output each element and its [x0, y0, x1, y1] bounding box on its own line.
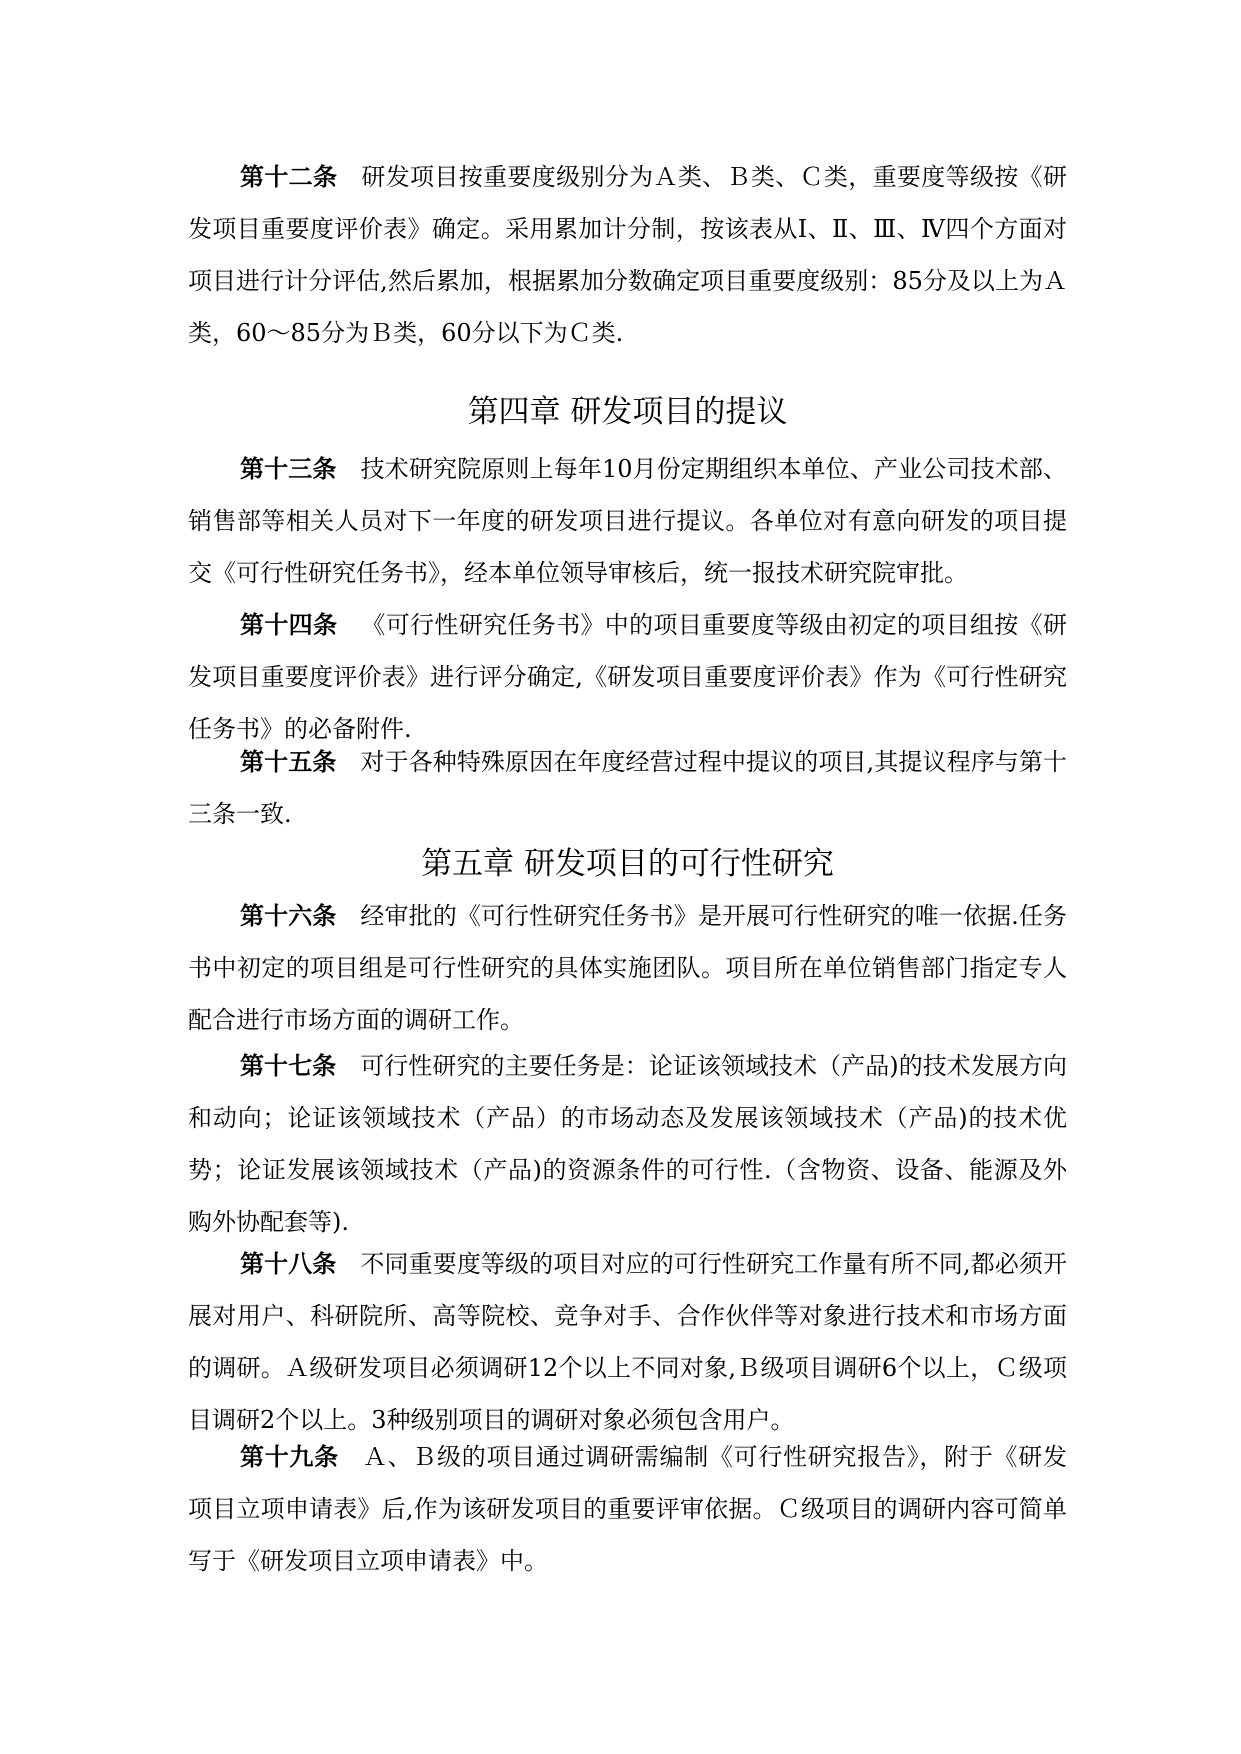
article-16: [188, 890, 1067, 1046]
article-15: [188, 736, 1067, 840]
article-13-text: 技术研究院原则上每年10月份定期组织本单位、产业公司技术部、销售部等相关人员对下一年度的研发项目进行提议。各单位对有意向研发的项目提交《可行性研究任务书》，经本单位领导审核后，统一报技术研究院审批。: [188, 455, 1067, 587]
article-14-text: 《可行性研究任务书》中的项目重要度等级由初定的项目组按《研发项目重要度评价表》进行评分确定,《研发项目重要度评价表》作为《可行性研究任务书》的必备附件.: [188, 611, 1067, 743]
article-15-label: 第十五条: [240, 747, 337, 776]
article-12: [188, 151, 1067, 359]
chapter-4-heading: 第四章 研发项目的提议: [467, 394, 788, 430]
article-15-text: 对于各种特殊原因在年度经营过程中提议的项目,其提议程序与第十三条一致.: [188, 748, 1068, 828]
article-19-label: 第十九条: [240, 1442, 339, 1471]
article-13-label: 第十三条: [240, 454, 337, 483]
article-17-text: 可行性研究的主要任务是：论证该领域技术（产品)的技术发展方向和动向；论证该领域技术（产品）的市场动态及发展该领域技术（产品)的技术优势；论证发展该领域技术（产品)的资源条件的可行性.（含物资、设备、能源及外购外协配套等).: [188, 1052, 1067, 1236]
article-18-text: 不同重要度等级的项目对应的可行性研究工作量有所不同,都必须开展对用户、科研院所、高等院校、竞争对手、合作伙伴等对象进行技术和市场方面的调研。Ａ级研发项目必须调研12个以上不同对象,Ｂ级项目调研6个以上，Ｃ级项目调研2个以上。3种级别项目的调研对象必须包含用户。: [188, 1250, 1068, 1434]
article-16-label: 第十六条: [240, 901, 337, 930]
article-17: [188, 1040, 1067, 1248]
article-14: [188, 599, 1067, 755]
article-19-text: Ａ、Ｂ级的项目通过调研需编制《可行性研究报告》，附于《研发项目立项申请表》后,作为该研发项目的重要评审依据。Ｃ级项目的调研内容可简单写于《研发项目立项申请表》中。: [188, 1443, 1067, 1575]
article-13: [188, 443, 1067, 599]
article-18: [188, 1238, 1067, 1446]
article-12-label: 第十二条: [240, 162, 338, 191]
article-17-label: 第十七条: [240, 1051, 337, 1080]
article-18-label: 第十八条: [240, 1249, 337, 1278]
article-19: [188, 1431, 1067, 1587]
article-16-text: 经审批的《可行性研究任务书》是开展可行性研究的唯一依据.任务书中初定的项目组是可行性研究的具体实施团队。项目所在单位销售部门指定专人配合进行市场方面的调研工作。: [188, 902, 1068, 1034]
article-12-text: 研发项目按重要度级别分为Ａ类、Ｂ类、Ｃ类，重要度等级按《研发项目重要度评价表》确定。采用累加计分制，按该表从Ⅰ、Ⅱ、Ⅲ、Ⅳ四个方面对项目进行计分评估,然后累加，根据累加分数确定项目重要度级别：85分及以上为Ａ类，60～85分为Ｂ类，60分以下为Ｃ类.: [188, 163, 1067, 347]
chapter-5-heading: 第五章 研发项目的可行性研究: [421, 846, 834, 882]
article-14-label: 第十四条: [240, 610, 338, 639]
